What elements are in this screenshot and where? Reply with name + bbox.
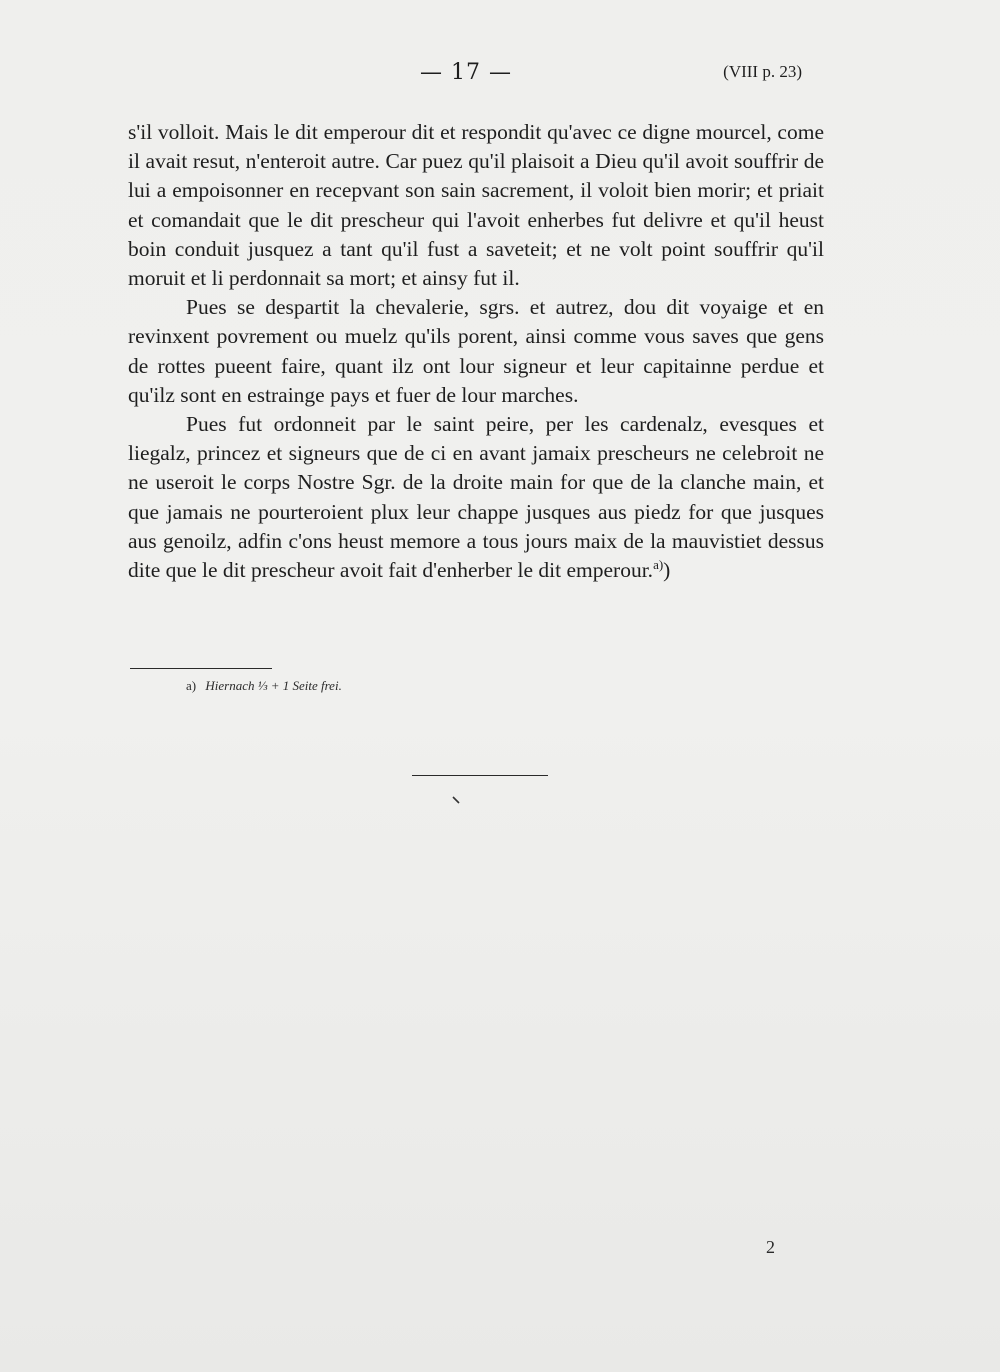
end-rule [412,775,548,776]
body-text [128,118,824,585]
paragraph-2: Pues se despartit la chevalerie, sgrs. et autrez, dou dit voyaige et en revinxent povrement ou muelz qu'ils porent, ainsi comme vous saves que gens de rottes pueent faire, quant ilz ont lour signeur et leur capitainne perdue et qu'ilz sont en estrainge pays et fuer de lour marches. [128,295,824,407]
footnote-rule [130,668,272,669]
page-number: — 17 — [420,60,512,85]
footnote-reference: a) [653,556,664,572]
signature-mark: 2 [766,1237,775,1257]
paragraph-3-text: Pues fut ordonneit par le saint peire, per les cardenalz, evesques et liegalz, princez et signeurs que de ci en avant jamaix prescheurs ne celebroit ne ne useroit le corps Nostre Sgr. de la droite main for que de la clanche main, et que jamais ne pourteroient plux leur chappe jusques aus piedz for que jusques aus genoilz, adfin c'ons heust memore a tous jours maix de la mauvistiet dessus dite que le dit prescheur avoit fait d'enherber le dit emperour. [128,412,824,583]
paragraph-3: Pues fut ordonneit par le saint peire, per les cardenalz, evesques et liegalz, princez et signeurs que de ci en avant jamaix prescheurs ne celebroit ne ne useroit le corps Nostre Sgr. de la droite main for que de la clanche main, et que jamais ne pourteroient plux leur chappe jusques aus piedz for que jusques aus genoilz, adfin c'ons heust memore a tous jours maix de la mauvistiet dessus dite que le dit prescheur avoit fait d'enherber le dit emperour.$^{a)}$) [128,412,824,583]
footnote [186,678,342,694]
footnote-label: a) [186,678,197,693]
end-mark-icon [452,796,460,804]
page-reference: (VIII p. 23) [723,62,802,81]
running-header [0,60,1000,90]
footnote-text: Hiernach ⅓ + 1 Seite frei. [205,678,342,693]
paragraph-1: s'il volloit. Mais le dit emperour dit et respondit qu'avec ce digne mourcel, come il avait resut, n'enteroit autre. Car puez qu'il plaisoit a Dieu qu'il avoit souffrir de lui a empoisonner en recepvant son sain sacrement, il voloit bien morir; et priait et comandait que le dit prescheur qui l'avoit enherbes fut delivre et qu'il heust boin conduit jusquez a tant qu'il fust a saveteit; et ne volt point souffrir qu'il moruit et li perdonnait sa mort; et ainsy fut il. [128,120,824,291]
